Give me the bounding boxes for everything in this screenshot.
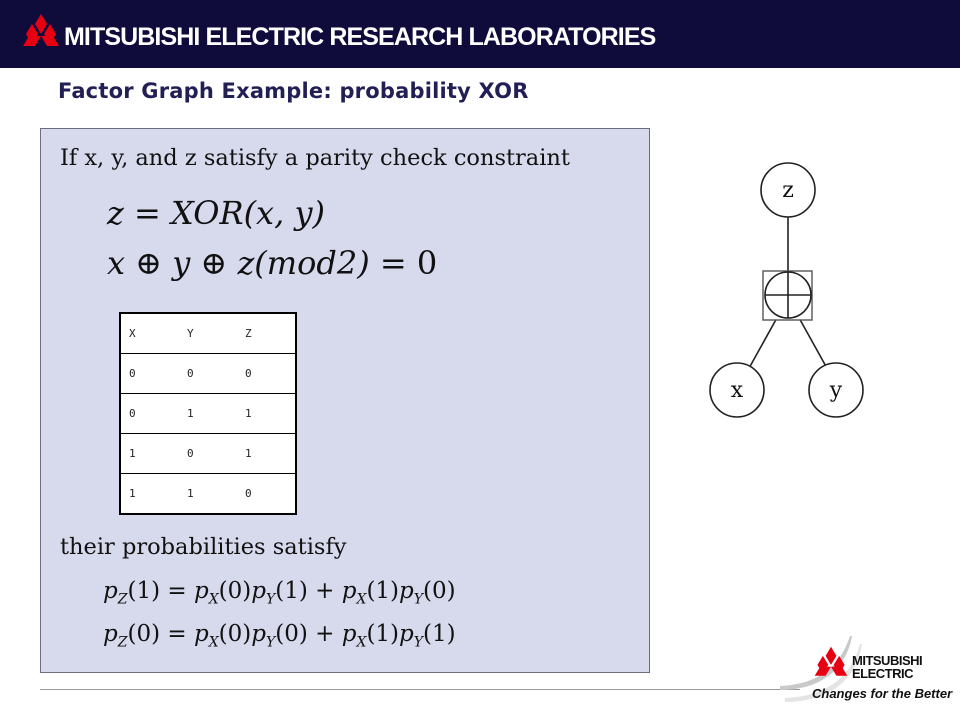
footer-tagline: Changes for the Better <box>812 686 953 701</box>
eq2-z: z <box>237 244 255 282</box>
prob-symbol: p <box>399 578 414 604</box>
footer-brand-name <box>852 654 948 680</box>
probabilities-intro: their probabilities satisfy <box>60 534 347 560</box>
eq1-func: XOR <box>171 194 244 232</box>
slide-title: Factor Graph Example: probability XOR <box>58 79 529 103</box>
eq1-lhs: z <box>107 194 124 232</box>
xor-equation <box>107 193 325 233</box>
intro-text: If x, y, and z satisfy a parity check constraint <box>60 145 570 171</box>
plus-sign: + <box>315 621 335 647</box>
prob-subscript: X <box>208 591 219 608</box>
table-row <box>120 394 296 434</box>
factor-graph <box>700 158 880 428</box>
table-header-row <box>120 313 296 354</box>
table-cell: 1 <box>237 434 296 474</box>
eq2-x: x <box>107 244 126 282</box>
prob-symbol: p <box>193 578 209 604</box>
eq2-op1: ⊕ <box>135 244 163 282</box>
prob-symbol: p <box>341 578 357 604</box>
prob-arg: (0) <box>275 621 308 647</box>
probability-equation-2 <box>103 618 456 659</box>
three-diamonds-icon <box>20 14 62 52</box>
table-cell: 0 <box>237 474 296 515</box>
footer-rule <box>40 689 800 690</box>
eq2-y: y <box>172 244 191 282</box>
node-label-x: x <box>730 378 744 403</box>
table-row <box>120 434 296 474</box>
prob-arg: (0) <box>423 578 456 604</box>
three-diamonds-icon <box>812 646 850 682</box>
table-cell: 0 <box>179 354 237 394</box>
content-panel <box>40 128 650 673</box>
prob-subscript: Y <box>266 591 276 608</box>
node-label-y: y <box>829 378 843 403</box>
prob-subscript: X <box>356 591 367 608</box>
table-cell: 1 <box>120 474 179 515</box>
equals-sign: = <box>167 578 187 604</box>
eq2-equals: = <box>379 244 407 282</box>
prob-symbol: p <box>251 621 266 647</box>
eq2-rhs: 0 <box>416 244 438 282</box>
parity-equation <box>107 243 437 283</box>
table-cell: 0 <box>237 354 296 394</box>
prob-symbol: p <box>103 578 118 604</box>
table-cell: 1 <box>120 434 179 474</box>
prob-arg: (1) <box>366 621 400 647</box>
node-label-z: z <box>782 178 794 203</box>
prob-symbol: p <box>251 578 266 604</box>
prob-arg: (0) <box>218 578 252 604</box>
table-cell: 1 <box>179 394 237 434</box>
table-header-cell: X <box>129 327 136 340</box>
prob-symbol: p <box>193 621 209 647</box>
table-cell: 0 <box>179 434 237 474</box>
prob-arg: (1) <box>275 578 308 604</box>
prob-arg: (0) <box>218 621 252 647</box>
footer-brand-line-1: MITSUBISHI <box>852 653 923 668</box>
footer-brand-line-2: ELECTRIC <box>852 666 913 681</box>
header-bar <box>0 0 960 68</box>
table-header-cell: Z <box>245 327 252 340</box>
table-row <box>120 354 296 394</box>
prob-symbol: p <box>399 621 414 647</box>
xor-factor-icon <box>763 271 812 320</box>
prob-subscript: Z <box>117 591 128 608</box>
organization-name: MITSUBISHI ELECTRIC RESEARCH LABORATORIES <box>64 23 656 51</box>
prob-arg: (1) <box>127 578 161 604</box>
eq1-args: (x, y) <box>243 194 325 232</box>
prob-symbol: p <box>103 621 118 647</box>
table-cell: 0 <box>120 354 179 394</box>
table-cell: 1 <box>237 394 296 434</box>
edge-factor-x <box>748 316 778 370</box>
probability-equation-1 <box>103 575 456 616</box>
prob-symbol: p <box>341 621 357 647</box>
edge-factor-y <box>798 316 828 370</box>
table-cell: 0 <box>120 394 179 434</box>
prob-subscript: Z <box>117 634 128 651</box>
prob-subscript: X <box>356 634 367 651</box>
prob-subscript: Y <box>413 591 424 608</box>
truth-table <box>119 312 297 515</box>
prob-arg: (1) <box>423 621 456 647</box>
equals-sign: = <box>167 621 187 647</box>
prob-arg: (1) <box>366 578 400 604</box>
table-cell: 1 <box>179 474 237 515</box>
eq2-op2: ⊕ <box>200 244 228 282</box>
eq1-equals: = <box>134 194 161 232</box>
plus-sign: + <box>315 578 335 604</box>
prob-subscript: X <box>208 634 219 651</box>
prob-arg: (0) <box>127 621 161 647</box>
table-row <box>120 474 296 515</box>
prob-subscript: Y <box>266 634 276 651</box>
prob-subscript: Y <box>413 634 424 651</box>
eq2-mod: (mod2) <box>254 244 370 282</box>
table-header-cell: Y <box>187 327 194 340</box>
